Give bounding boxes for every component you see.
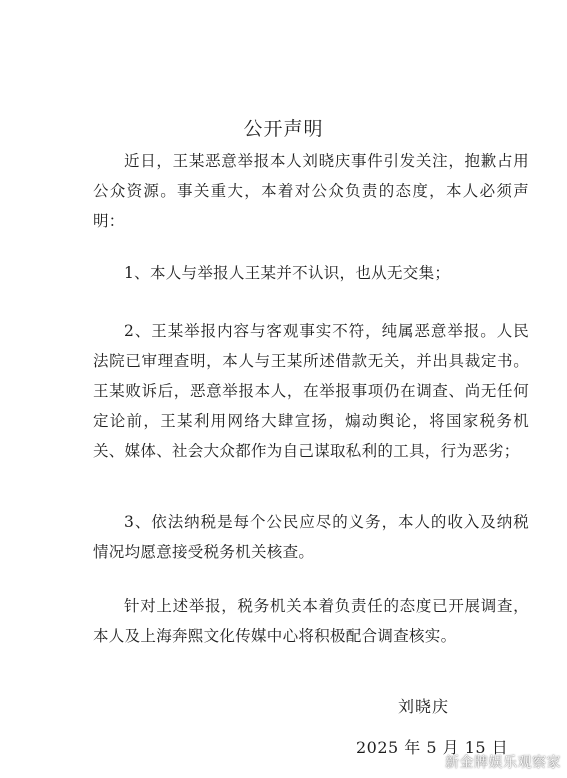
statement-item-3: 3、依法纳税是每个公民应尽的义务，本人的收入及纳税情况均愿意接受税务机关核查。 — [93, 513, 529, 561]
signature: 刘晓庆 — [398, 697, 450, 716]
closing-paragraph: 针对上述举报，税务机关本着负责任的态度已开展调查，本人及上海奔熙文化传媒中心将积极配合调查核实。 — [93, 597, 529, 645]
intro-paragraph: 近日，王某恶意举报本人刘晓庆事件引发关注，抱歉占用公众资源。事关重大，本着对公众负责的态度，本人必须声明： — [93, 152, 529, 230]
statement-date: 2025 年 5 月 15 日 — [356, 738, 509, 757]
statement-item-2: 2、王某举报内容与客观事实不符，纯属恶意举报。人民法院已审理查明，本人与王某所述借款无关，并出具裁定书。王某败诉后，恶意举报本人，在举报事项仍在调查、尚无任何定论前，王某利用网络大肆宣扬，煽动舆论，将国家税务机关、媒体、社会大众都作为自己谋取私利的工具，行为恶劣； — [93, 322, 529, 460]
statement-item-1: 1、本人与举报人王某并不认识，也从无交集； — [124, 264, 451, 282]
watermark: 新金牌娱乐观察家 — [445, 755, 561, 771]
document-title: 公开声明 — [243, 118, 324, 140]
